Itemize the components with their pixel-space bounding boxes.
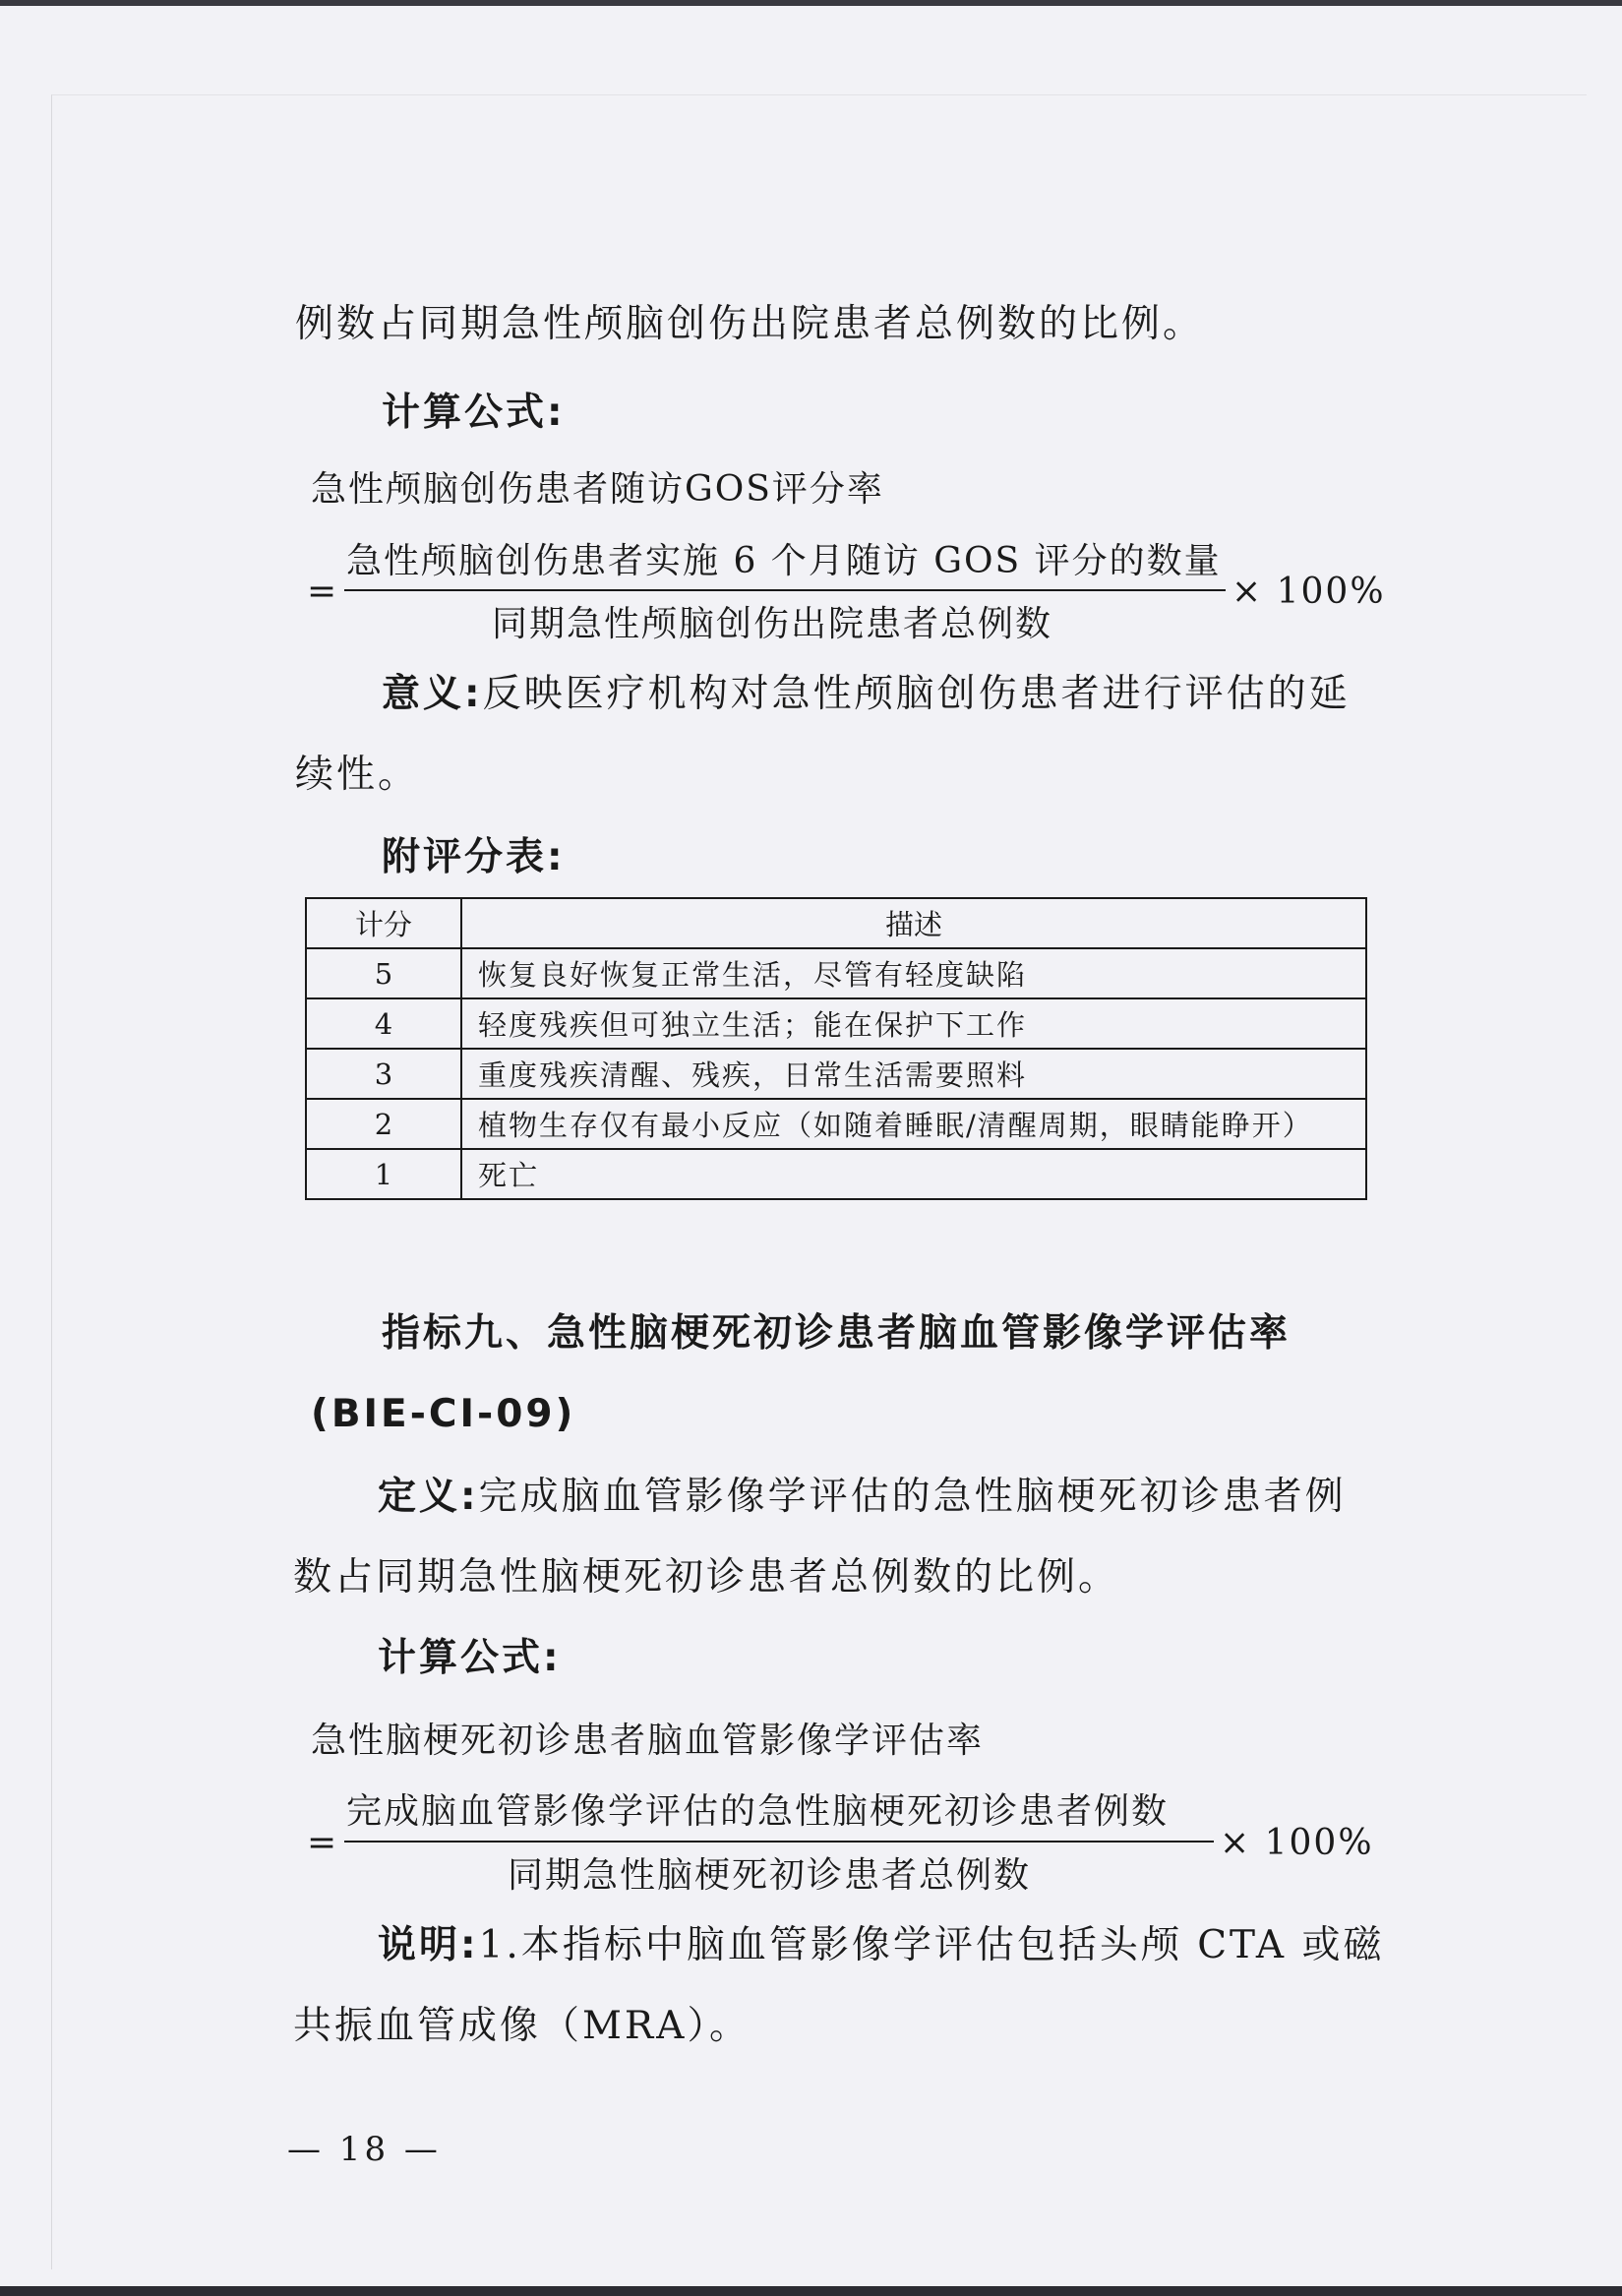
formula-numerator: 急性颅脑创伤患者实施 6 个月随访 GOS 评分的数量 [346, 541, 1222, 581]
meaning-label: 意义: [382, 672, 483, 716]
formula-equals: = [307, 1823, 339, 1863]
formula-denominator: 同期急性脑梗死初诊患者总例数 [508, 1855, 1032, 1896]
description-cell: 恢复良好恢复正常生活，尽管有轻度缺陷 [461, 948, 1366, 998]
header-score: 计分 [306, 898, 461, 948]
score-table-title: 附评分表: [382, 835, 566, 879]
table-row [306, 1049, 1366, 1099]
description-cell: 轻度残疾但可独立生活；能在保护下工作 [461, 998, 1366, 1049]
table-row [306, 1099, 1366, 1149]
description-cell: 死亡 [461, 1149, 1366, 1199]
meaning-text: 反映医疗机构对急性颅脑创伤患者进行评估的延 [482, 672, 1351, 716]
meaning-text-line2: 续性。 [295, 753, 420, 797]
definition-label: 定义: [378, 1475, 479, 1519]
formula-denominator: 同期急性颅脑创伤出院患者总例数 [492, 604, 1053, 644]
description-cell: 植物生存仅有最小反应（如随着睡眠/清醒周期，眼睛能睁开） [461, 1099, 1366, 1149]
table-row [306, 998, 1366, 1049]
note-label: 说明: [378, 1923, 479, 1967]
score-cell: 5 [306, 948, 461, 998]
score-cell: 3 [306, 1049, 461, 1099]
header-description: 描述 [461, 898, 1366, 948]
gos-score-table [305, 897, 1367, 1200]
indicator-code: (BIE-CI-09) [311, 1392, 576, 1436]
table-row [306, 1149, 1366, 1199]
formula-numerator: 完成脑血管影像学评估的急性脑梗死初诊患者例数 [346, 1791, 1170, 1832]
score-cell: 4 [306, 998, 461, 1049]
indicator-title: 指标九、急性脑梗死初诊患者脑血管影像学评估率 [382, 1311, 1292, 1356]
formula-equals: = [307, 572, 339, 612]
score-cell: 2 [306, 1099, 461, 1149]
table-header-row [306, 898, 1366, 948]
scan-edge-top [0, 0, 1622, 6]
definition-text: 完成脑血管影像学评估的急性脑梗死初诊患者例 [478, 1475, 1347, 1519]
note-text: 1.本指标中脑血管影像学评估包括头颅 CTA 或磁 [478, 1923, 1385, 1967]
body-text-line: 例数占同期急性颅脑创伤出院患者总例数的比例。 [295, 302, 1205, 346]
formula-name: 急性脑梗死初诊患者脑血管影像学评估率 [311, 1721, 985, 1761]
formula-multiplier: × 100% [1232, 572, 1386, 612]
formula-multiplier: × 100% [1220, 1823, 1374, 1863]
score-cell: 1 [306, 1149, 461, 1199]
page-number: — 18 — [287, 2130, 442, 2169]
definition-text-line2: 数占同期急性脑梗死初诊患者总例数的比例。 [293, 1555, 1120, 1600]
scan-edge-bottom [0, 2286, 1622, 2296]
table-row [306, 948, 1366, 998]
formula-label: 计算公式: [378, 1636, 562, 1680]
formula-name: 急性颅脑创伤患者随访GOS评分率 [311, 469, 884, 510]
note-text-line2: 共振血管成像（MRA）。 [293, 2004, 751, 2048]
formula-label: 计算公式: [382, 391, 566, 435]
fraction-bar [344, 589, 1226, 591]
description-cell: 重度残疾清醒、残疾，日常生活需要照料 [461, 1049, 1366, 1099]
fraction-bar [344, 1841, 1214, 1843]
